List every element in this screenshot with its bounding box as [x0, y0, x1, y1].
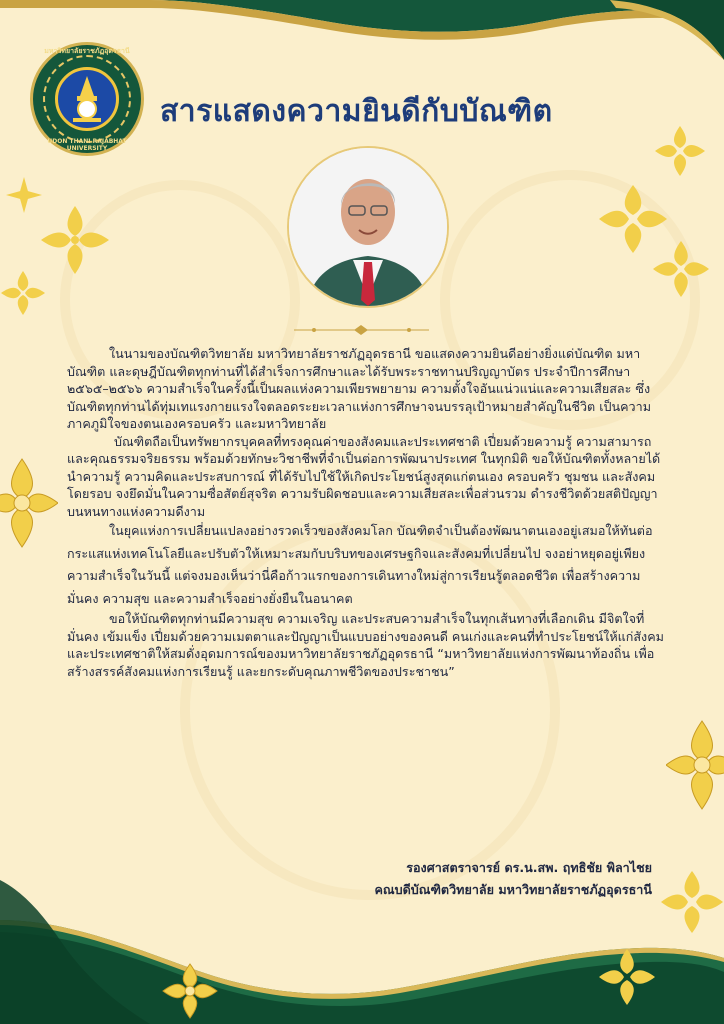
- logo-emblem-icon: [58, 70, 116, 128]
- paragraph: ขอให้บัณฑิตทุกท่านมีความสุข ความเจริญ และประสบความสำเร็จในทุกเส้นทางที่เลือกเดิน มีจิตใจที่มั่นคง เข้มแข็ง เปี่ยมด้วยความเมตตาและปัญญาเป็นแบบอย่างของคนดี คนเก่งและคนที่ทำประโยชน์ให้แก่สังคมและประเทศชาติให้สมดั่งอุดมการณ์ของมหาวิทยาลัยราชภัฏอุดรธานี “มหาวิทยาลัยแห่งการพัฒนาท้องถิ่น เพื่อสร้างสรรค์สังคมแห่งการเรียนรู้ และยกระดับคุณภาพชีวิตของประชาชน”: [67, 611, 664, 679]
- gold-flower-ornament: [4, 175, 44, 215]
- gold-flower-ornament: [40, 205, 110, 275]
- gold-mandala-ornament: [0, 458, 58, 548]
- logo-text-thai: มหาวิทยาลัยราชภัฏอุดรธานี: [44, 47, 130, 55]
- paragraph: บัณฑิตถือเป็นทรัพยากรบุคคลที่ทรงคุณค่าของสังคมและประเทศชาติ เปี่ยมด้วยความรู้ ความสามารถ และคุณธรรมจริยธรรม พร้อมด้วยทักษะวิชาชีพที่จำเป็นต่อการพัฒนาประเทศ ในทุกมิติ ขอให้บัณฑิตทั้งหลายได้นำความรู้ ความคิดและประสบการณ์ ที่ได้รับไปใช้ให้เกิดประโยชน์สูงสุดแก่ตนเอง ครอบครัว ชุมชน และสังคมโดยรอบ จงยึดมั่นในความซื่อสัตย์สุจริต ความรับผิดชอบและความเสียสละเพื่อส่วนรวม ดำรงชีวิตด้วยสติปัญญาบนหนทางแห่งความดีงาม: [67, 433, 661, 519]
- decorative-divider: [294, 325, 429, 335]
- message-body: [67, 345, 669, 680]
- signature-block: [374, 857, 652, 901]
- page-title: สารแสดงความยินดีกับบัณฑิต: [160, 94, 553, 129]
- gold-flower-ornament: [654, 125, 706, 177]
- gold-flower-ornament: [652, 240, 710, 298]
- gold-mandala-ornament: [162, 963, 218, 1019]
- gold-flower-ornament: [0, 270, 46, 316]
- logo-text-english: UDON THANI RAJABHAT UNIVERSITY: [47, 138, 127, 152]
- portrait-photo: [289, 148, 447, 306]
- signer-name: รองศาสตราจารย์ ดร.น.สพ. ฤทธิชัย พิลาไชย: [406, 860, 652, 875]
- gold-mandala-ornament: [666, 720, 724, 810]
- university-logo: [30, 42, 144, 156]
- gold-flower-ornament: [598, 948, 656, 1006]
- paragraph: ในนามของบัณฑิตวิทยาลัย มหาวิทยาลัยราชภัฏอุดรธานี ขอแสดงความยินดีอย่างยิ่งแด่บัณฑิต มหาบัณฑิต และดุษฎีบัณฑิตทุกท่านที่ได้สำเร็จการศึกษาและได้รับพระราชทานปริญญาบัตร ประจำปีการศึกษา ๒๕๖๕–๒๕๖๖ ความสำเร็จในครั้งนี้เป็นผลแห่งความเพียรพยายาม ความตั้งใจอันแน่วแน่และความเสียสละ ซึ่งบัณฑิตทุกท่านได้ทุ่มเทแรงกายแรงใจตลอดระยะเวลาแห่งการศึกษาจนบรรลุเป้าหมายสำคัญในชีวิต เป็นความภาคภูมิใจของตนเองครอบครัว และมหาวิทยาลัย: [67, 346, 652, 431]
- logo-emblem: [55, 67, 119, 131]
- portrait-illustration: [289, 148, 447, 306]
- gold-flower-ornament: [660, 870, 724, 934]
- paragraph: ในยุคแห่งการเปลี่ยนแปลงอย่างรวดเร็วของสังคมโลก บัณฑิตจำเป็นต้องพัฒนาตนเองอยู่เสมอให้ทันต่อกระแสแห่งเทคโนโลยีและปรับตัวให้เหมาะสมกับบริบทของเศรษฐกิจและสังคมที่เปลี่ยนไป จงอย่าหยุดอยู่เพียงความสำเร็จในวันนี้ แต่จงมองเห็นว่านี่คือก้าวแรกของการเดินทางใหม่สู่การเรียนรู้ตลอดชีวิต เพื่อสร้างความมั่นคง ความสุข และความสำเร็จอย่างยั่งยืนในอนาคต: [67, 523, 653, 606]
- signer-position: คณบดีบัณฑิตวิทยาลัย มหาวิทยาลัยราชภัฏอุดรธานี: [374, 882, 652, 897]
